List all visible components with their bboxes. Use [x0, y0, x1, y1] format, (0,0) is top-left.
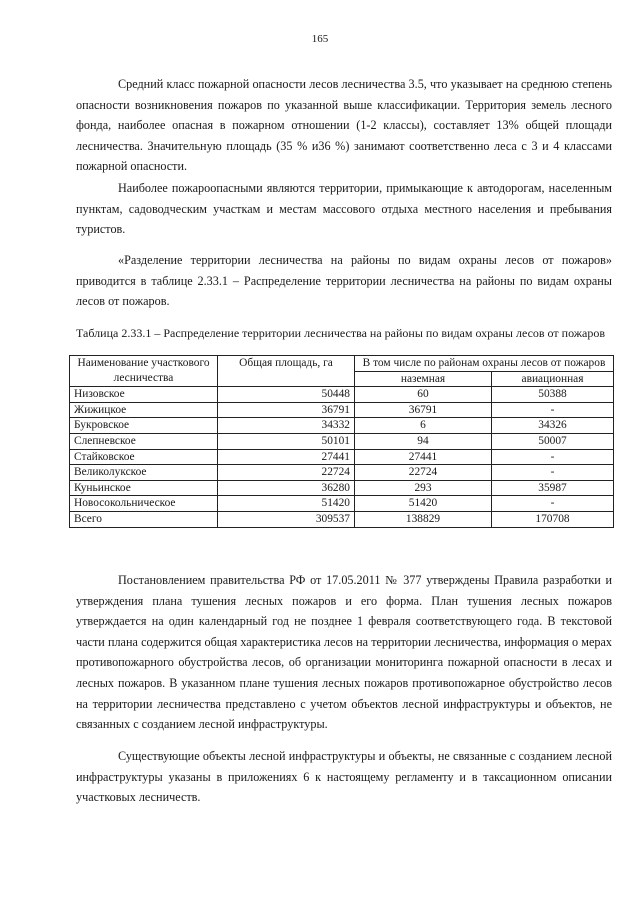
- table-row: [70, 418, 614, 434]
- table-body: [70, 387, 614, 527]
- paragraph-infrastructure-objects: Существующие объекты лесной инфраструктуры и объекты, не связанные с созданием лесной инфраструктуры указаны в приложениях 6 к настоящему регламенту и в таксационном описании участковых лесничеств.: [76, 749, 612, 805]
- cell-total-area: 34332: [218, 418, 355, 434]
- header-forestry-name: Наименование участкового лесничества: [70, 356, 218, 387]
- cell-aviation: -: [492, 496, 614, 512]
- cell-total-area: 22724: [218, 465, 355, 481]
- table-row: [70, 511, 614, 527]
- paragraph-fire-plan-regulation: Постановлением правительства РФ от 17.05.2011 № 377 утверждены Правила разработки и утверждения плана тушения лесных пожаров и его форма. План тушения лесных пожаров утверждается на один календарный год не позднее 1 февраля соответствующего года. В текстовой части плана содержится общая характеристика лесов на территории лесничества, информация о мерах противопожарного обустройства лесов, об организации мониторинга пожарной опасности в лесах и лесных пожаров. В указанном плане тушения лесных пожаров противопожарное обустройство лесов на территории лесничества представлено с учетом объектов лесной инфраструктуры и объектов, не связанных с созданием лесной инфраструктуры.: [76, 573, 612, 732]
- header-aviation: авиационная: [492, 371, 614, 387]
- cell-ground: 51420: [355, 496, 492, 512]
- cell-aviation: -: [492, 449, 614, 465]
- table-row: [70, 449, 614, 465]
- cell-total-area: 36280: [218, 480, 355, 496]
- cell-total-area: 309537: [218, 511, 355, 527]
- cell-ground: 6: [355, 418, 492, 434]
- cell-aviation: 50388: [492, 387, 614, 403]
- cell-ground: 293: [355, 480, 492, 496]
- header-total-area: Общая площадь, га: [218, 356, 355, 387]
- cell-aviation: 170708: [492, 511, 614, 527]
- table-row: [70, 387, 614, 403]
- header-ground: наземная: [355, 371, 492, 387]
- cell-forestry-name: Куньинское: [70, 480, 218, 496]
- paragraph-fire-prone-areas: Наиболее пожароопасными являются территории, примыкающие к автодорогам, населенным пунктам, садоводческим участкам и местам массового отдыха местного населения и пребывания туристов.: [76, 181, 612, 237]
- page-number: 165: [311, 33, 329, 45]
- cell-forestry-name: Букровское: [70, 418, 218, 434]
- cell-forestry-name: Новосокольническое: [70, 496, 218, 512]
- cell-aviation: 50007: [492, 433, 614, 449]
- paragraph-table-reference: «Разделение территории лесничества на районы по видам охраны лесов от пожаров» приводится в таблице 2.33.1 – Распределение территории лесничества на районы по видам охраны лесов от пожаров.: [76, 253, 612, 309]
- header-protection-districts: В том числе по районам охраны лесов от пожаров: [355, 356, 614, 372]
- cell-ground: 94: [355, 433, 492, 449]
- table-row: [70, 433, 614, 449]
- table-row: [70, 480, 614, 496]
- cell-aviation: 35987: [492, 480, 614, 496]
- cell-forestry-name: Жижицкое: [70, 402, 218, 418]
- cell-total-area: 50101: [218, 433, 355, 449]
- cell-total-area: 51420: [218, 496, 355, 512]
- table-row: [70, 465, 614, 481]
- cell-forestry-name: Слепневское: [70, 433, 218, 449]
- cell-ground: 36791: [355, 402, 492, 418]
- cell-forestry-name: Всего: [70, 511, 218, 527]
- fire-protection-distribution-table: [69, 355, 614, 528]
- cell-ground: 27441: [355, 449, 492, 465]
- table-row: [70, 496, 614, 512]
- paragraph-fire-danger-class: Средний класс пожарной опасности лесов лесничества 3.5, что указывает на среднюю степень опасности возникновения пожаров по указанной выше классификации. Территория земель лесного фонда, наиболее опасная в пожарном отношении (1-2 классы), составляет 13% общей площади лесничества. Значительную площадь (35 % и36 %) занимают соответственно леса с 3 и 4 классами пожарной опасности.: [76, 77, 612, 174]
- cell-forestry-name: Стайковское: [70, 449, 218, 465]
- cell-forestry-name: Великолукское: [70, 465, 218, 481]
- table-row: [70, 402, 614, 418]
- table-caption: Таблица 2.33.1 – Распределение территории лесничества на районы по видам охраны лесов от пожаров: [76, 326, 606, 340]
- cell-aviation: 34326: [492, 418, 614, 434]
- cell-ground: 60: [355, 387, 492, 403]
- cell-forestry-name: Низовское: [70, 387, 218, 403]
- cell-ground: 22724: [355, 465, 492, 481]
- cell-total-area: 36791: [218, 402, 355, 418]
- cell-aviation: -: [492, 402, 614, 418]
- cell-total-area: 50448: [218, 387, 355, 403]
- cell-aviation: -: [492, 465, 614, 481]
- cell-ground: 138829: [355, 511, 492, 527]
- cell-total-area: 27441: [218, 449, 355, 465]
